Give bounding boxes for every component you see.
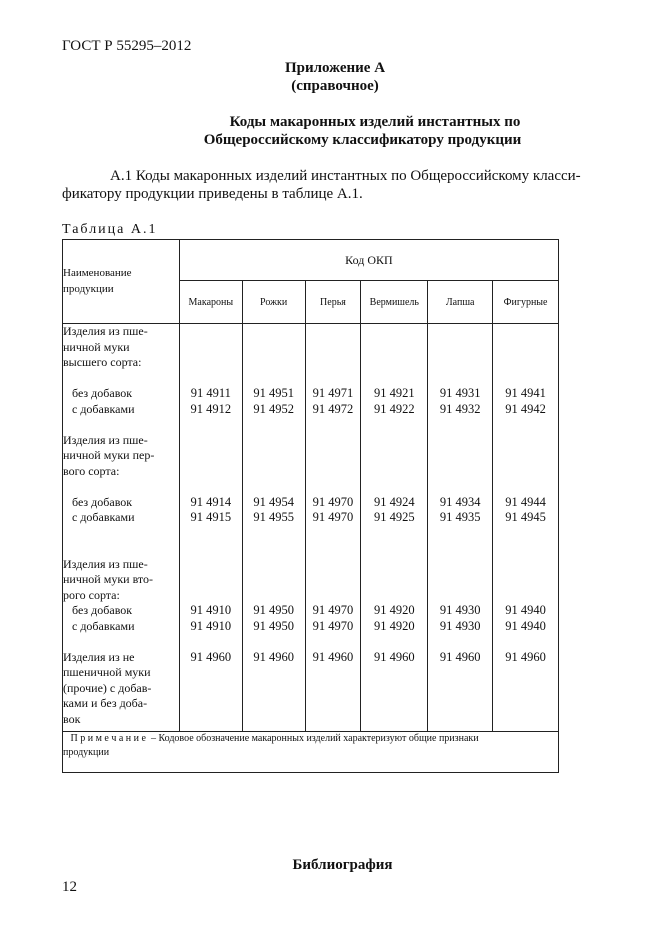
column-header: Лапша [428, 281, 493, 324]
okp-code [243, 448, 305, 464]
okp-code [243, 572, 305, 588]
paragraph-line-2: фикатору продукции приведены в таблице А.1. [62, 186, 363, 202]
codes-column-perya [305, 324, 361, 732]
okp-code [306, 588, 361, 604]
column-header: Фигурные [493, 281, 559, 324]
codes-column-vermishel [361, 324, 428, 732]
okp-code [306, 479, 361, 495]
product-name-line: вок [63, 711, 81, 726]
name-header-cell [63, 240, 180, 324]
okp-code: 91 4932 [439, 401, 481, 416]
code-header: Код ОКП [179, 240, 558, 281]
okp-code [493, 417, 558, 433]
okp-code [493, 557, 558, 573]
okp-code: 91 4970 [312, 494, 354, 509]
product-name-line: ничной муки [63, 339, 130, 354]
column-header: Вермишель [361, 281, 428, 324]
okp-code [180, 324, 242, 340]
okp-code: 91 4912 [190, 401, 232, 416]
okp-code [180, 572, 242, 588]
section-title-line-2: Общероссийскому классификатору продукции [203, 132, 522, 148]
okp-code: 91 4954 [253, 494, 294, 509]
product-name-line: с добавками [63, 401, 135, 416]
product-name-line: без добавок [63, 494, 133, 509]
product-name-line: с добавками [63, 618, 135, 633]
okp-code [493, 588, 558, 604]
okp-code: 91 4920 [374, 618, 415, 633]
okp-code: 91 4972 [312, 401, 354, 416]
okp-code [493, 526, 558, 542]
okp-code [243, 464, 305, 480]
okp-code [428, 526, 492, 542]
okp-code: 91 4941 [505, 386, 546, 400]
okp-code [180, 464, 242, 480]
okp-code [361, 479, 427, 495]
okp-code [306, 696, 361, 712]
okp-code [306, 572, 361, 588]
okp-code [428, 448, 492, 464]
okp-code [180, 417, 242, 433]
product-name-line: с добавками [63, 510, 135, 524]
okp-code [428, 479, 492, 495]
okp-code [361, 355, 427, 371]
okp-code: 91 4915 [190, 510, 232, 524]
okp-code [306, 557, 361, 573]
okp-code: 91 4951 [253, 386, 294, 400]
okp-code [306, 464, 361, 480]
okp-code [493, 665, 558, 681]
appendix-subtitle: (справочное) [291, 78, 379, 94]
okp-code: 91 4960 [190, 649, 232, 664]
okp-code [306, 448, 361, 464]
paragraph-line-1: А.1 Коды макаронных изделий инстантных по Общероссийскому класси- [110, 168, 581, 184]
okp-code: 91 4930 [439, 618, 481, 633]
okp-code [243, 479, 305, 495]
product-name-line [63, 371, 179, 387]
okp-code [493, 433, 558, 449]
okp-code [493, 324, 558, 340]
okp-code [361, 634, 427, 650]
okp-code [361, 324, 427, 340]
okp-code: 91 4911 [190, 386, 231, 400]
okp-code [243, 355, 305, 371]
okp-code [493, 681, 558, 697]
okp-code: 91 4921 [374, 386, 415, 400]
okp-code [361, 541, 427, 557]
okp-code: 91 4970 [312, 510, 354, 524]
product-name-line: пшеничной муки [63, 665, 151, 679]
product-name-line [63, 479, 179, 495]
section-title-line-1: Коды макаронных изделий инстантных по [229, 114, 521, 130]
okp-code [428, 588, 492, 604]
product-name-line: (прочие) с добав- [63, 680, 152, 695]
table-note-line-1: П р и м е ч а н и е – Кодовое обозначение макаронных изделий характеризуют общие признаки [63, 733, 479, 744]
okp-code [306, 526, 361, 542]
okp-code [306, 665, 361, 681]
okp-code: 91 4944 [505, 494, 546, 509]
okp-code [243, 696, 305, 712]
codes-column-rozhki [242, 324, 305, 732]
product-name-line [63, 541, 179, 557]
okp-code [361, 557, 427, 573]
table-body-row [63, 324, 559, 732]
okp-code [361, 448, 427, 464]
okp-code [428, 340, 492, 356]
okp-code [428, 634, 492, 650]
product-name-line [63, 526, 179, 542]
okp-code: 91 4952 [253, 401, 294, 416]
okp-code [361, 712, 427, 728]
okp-code [243, 712, 305, 728]
okp-code [493, 464, 558, 480]
okp-code [180, 588, 242, 604]
okp-code [306, 324, 361, 340]
okp-code [493, 572, 558, 588]
okp-code [243, 371, 305, 387]
okp-code [428, 324, 492, 340]
okp-code [428, 355, 492, 371]
product-names-cell [63, 324, 180, 732]
okp-code: 91 4910 [190, 603, 232, 617]
okp-code [243, 541, 305, 557]
okp-code [243, 665, 305, 681]
okp-code: 91 4955 [253, 510, 294, 524]
table-caption: Таблица А.1 [62, 222, 158, 237]
product-name-line: Изделия из пше- [63, 556, 148, 571]
product-name-line: без добавок [63, 603, 133, 617]
okp-code [493, 448, 558, 464]
product-name-line: вого сорта: [63, 463, 120, 478]
product-name-line: без добавок [63, 386, 133, 400]
okp-code [180, 479, 242, 495]
okp-code: 91 4934 [439, 494, 481, 509]
okp-code [428, 371, 492, 387]
codes-column-figurnye [493, 324, 559, 732]
okp-code [180, 526, 242, 542]
okp-code [361, 526, 427, 542]
okp-code: 91 4931 [439, 386, 481, 400]
okp-code: 91 4925 [374, 510, 415, 524]
okp-code: 91 4945 [505, 510, 546, 524]
product-name-line: Изделия из пше- [63, 324, 148, 338]
okp-code [180, 340, 242, 356]
okp-code [428, 696, 492, 712]
okp-code: 91 4960 [312, 649, 354, 664]
table-note [63, 732, 559, 773]
okp-code: 91 4950 [253, 618, 294, 633]
column-header: Рожки [242, 281, 305, 324]
okp-code [361, 588, 427, 604]
okp-code [243, 433, 305, 449]
okp-code: 91 4920 [374, 603, 415, 617]
codes-column-lapsha [428, 324, 493, 732]
product-name-line: ничной муки пер- [63, 448, 155, 462]
okp-code [493, 634, 558, 650]
okp-code [180, 712, 242, 728]
okp-code: 91 4924 [374, 494, 415, 509]
okp-code [243, 324, 305, 340]
okp-code [306, 340, 361, 356]
column-header: Перья [305, 281, 361, 324]
okp-code: 91 4950 [253, 603, 294, 617]
okp-code [180, 557, 242, 573]
okp-code [361, 572, 427, 588]
column-header: Макароны [179, 281, 242, 324]
okp-code [243, 340, 305, 356]
okp-code: 91 4960 [439, 649, 481, 664]
okp-code: 91 4971 [312, 386, 354, 400]
okp-code [493, 479, 558, 495]
document-header: ГОСТ Р 55295–2012 [62, 38, 192, 54]
okp-code [243, 557, 305, 573]
okp-code [361, 417, 427, 433]
okp-code [493, 696, 558, 712]
product-name-line: высшего сорта: [63, 355, 142, 369]
okp-code [428, 665, 492, 681]
product-name-line [63, 417, 179, 433]
okp-code [180, 433, 242, 449]
okp-code [180, 665, 242, 681]
okp-code: 91 4960 [374, 649, 415, 664]
okp-code [428, 464, 492, 480]
product-name-line [63, 634, 179, 650]
okp-code [361, 665, 427, 681]
okp-code [243, 634, 305, 650]
okp-code [361, 433, 427, 449]
okp-code: 91 4960 [253, 649, 294, 664]
okp-code [361, 696, 427, 712]
okp-code [361, 464, 427, 480]
okp-code [428, 681, 492, 697]
product-name-line: рого сорта: [63, 587, 120, 602]
okp-code [428, 417, 492, 433]
okp-code [243, 681, 305, 697]
okp-codes-table [62, 239, 559, 773]
okp-code [306, 541, 361, 557]
okp-code: 91 4960 [505, 649, 546, 664]
okp-code [180, 634, 242, 650]
codes-column-makarony [179, 324, 242, 732]
name-header-line-2: продукции [63, 282, 114, 295]
okp-code [306, 355, 361, 371]
okp-code [428, 557, 492, 573]
okp-code [361, 371, 427, 387]
table-note-line-2: продукции [63, 747, 110, 758]
appendix-title: Приложение А [284, 60, 386, 76]
okp-code [180, 371, 242, 387]
okp-code [243, 526, 305, 542]
okp-code [180, 541, 242, 557]
okp-code: 91 4935 [439, 510, 481, 524]
page-number: 12 [62, 879, 77, 895]
okp-code [493, 541, 558, 557]
okp-code: 91 4942 [505, 401, 546, 416]
product-name-line: ками и без доба- [63, 696, 148, 710]
okp-code [493, 340, 558, 356]
okp-code [180, 355, 242, 371]
okp-code: 91 4914 [190, 494, 232, 509]
okp-code [428, 541, 492, 557]
okp-code [306, 433, 361, 449]
okp-code: 91 4910 [190, 618, 232, 633]
okp-code [306, 371, 361, 387]
okp-code [306, 634, 361, 650]
okp-code [428, 572, 492, 588]
okp-code: 91 4940 [505, 603, 546, 617]
okp-code [361, 340, 427, 356]
okp-code [180, 681, 242, 697]
okp-code [243, 588, 305, 604]
okp-code [361, 681, 427, 697]
okp-code [428, 712, 492, 728]
name-header-line-1: Наименование [63, 267, 132, 279]
okp-code: 91 4970 [312, 603, 354, 617]
okp-code [306, 681, 361, 697]
okp-code [243, 417, 305, 433]
okp-code [493, 712, 558, 728]
product-name-line: Изделия из пше- [63, 432, 148, 447]
okp-code [306, 417, 361, 433]
bibliography-title: Библиография [292, 857, 393, 873]
okp-code: 91 4922 [374, 401, 415, 416]
okp-code: 91 4930 [439, 603, 481, 617]
okp-code [493, 355, 558, 371]
product-name-line: Изделия из не [63, 649, 135, 664]
okp-code [493, 371, 558, 387]
okp-code [306, 712, 361, 728]
okp-code [180, 696, 242, 712]
product-name-line: ничной муки вто- [63, 572, 154, 586]
okp-code [180, 448, 242, 464]
okp-code: 91 4940 [505, 618, 546, 633]
okp-code: 91 4970 [312, 618, 354, 633]
okp-code [428, 433, 492, 449]
